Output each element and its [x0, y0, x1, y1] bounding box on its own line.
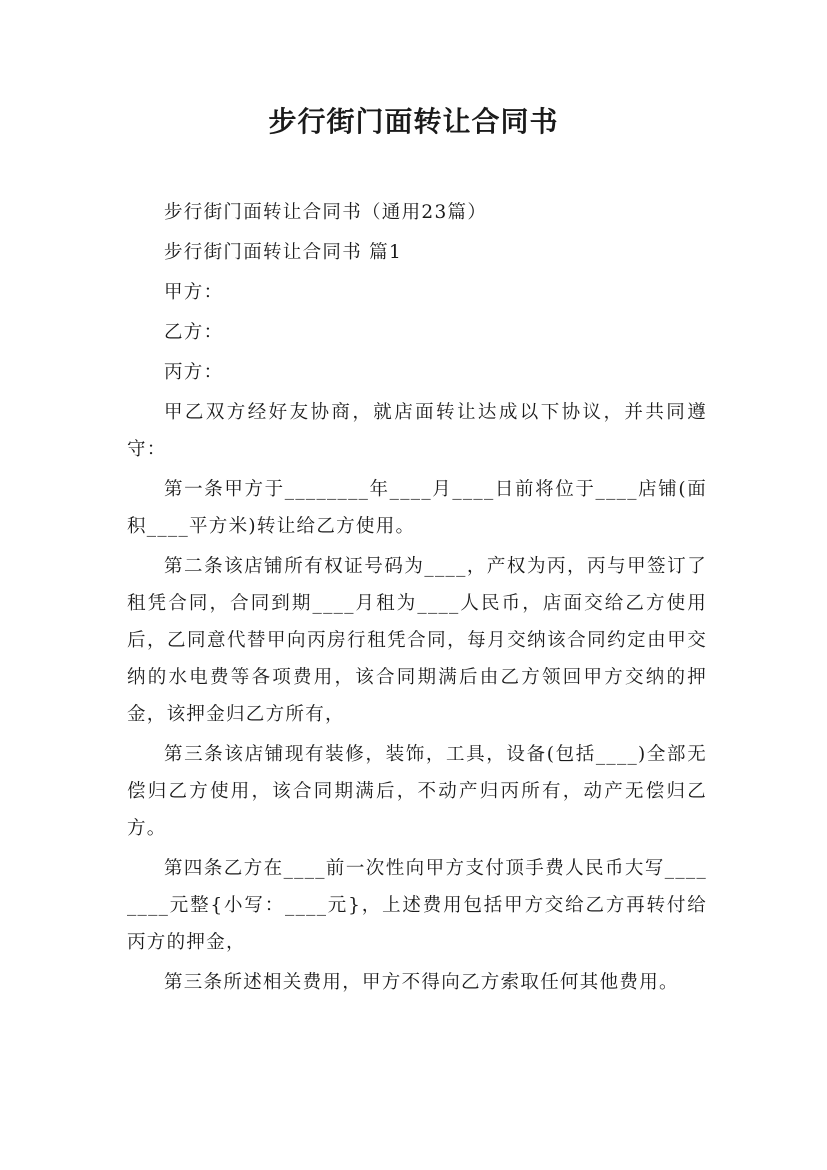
party-c-line: 丙方： — [164, 362, 224, 383]
intro-paragraph: 甲乙双方经好友协商，就店面转让达成以下协议，并共同遵守： — [127, 402, 707, 460]
article-3: 第三条该店铺现有装修，装饰，工具，设备(包括____)全部无偿归乙方使用，该合同期满后，不动产归丙所有，动产无偿归乙方。 — [127, 744, 707, 839]
document-body — [127, 194, 707, 1001]
article-1: 第一条甲方于________年____月____日前将位于____店铺(面积____平方米)转让给乙方使用。 — [127, 479, 707, 537]
subtitle-paragraph: 步行街门面转让合同书（通用23篇） — [164, 202, 488, 223]
section-heading: 步行街门面转让合同书 篇1 — [164, 242, 403, 263]
article-4: 第四条乙方在____前一次性向甲方支付顶手费人民币大写________元整{小写：____元}，上述费用包括甲方交给乙方再转付给丙方的押金， — [127, 858, 707, 953]
article-2: 第二条该店铺所有权证号码为____，产权为丙，丙与甲签订了租凭合同，合同到期____月租为____人民币，店面交给乙方使用后，乙同意代替甲向丙房行租凭合同，每月交纳该合同约定由甲交纳的水电费等各项费用，该合同期满后由乙方领回甲方交纳的押金，该押金归乙方所有， — [127, 556, 707, 725]
article-3-fees: 第三条所述相关费用，甲方不得向乙方索取任何其他费用。 — [164, 972, 679, 993]
document-title: 步行街门面转让合同书 — [268, 105, 559, 138]
party-a-line: 甲方： — [164, 282, 224, 303]
party-b-line: 乙方： — [164, 322, 224, 343]
